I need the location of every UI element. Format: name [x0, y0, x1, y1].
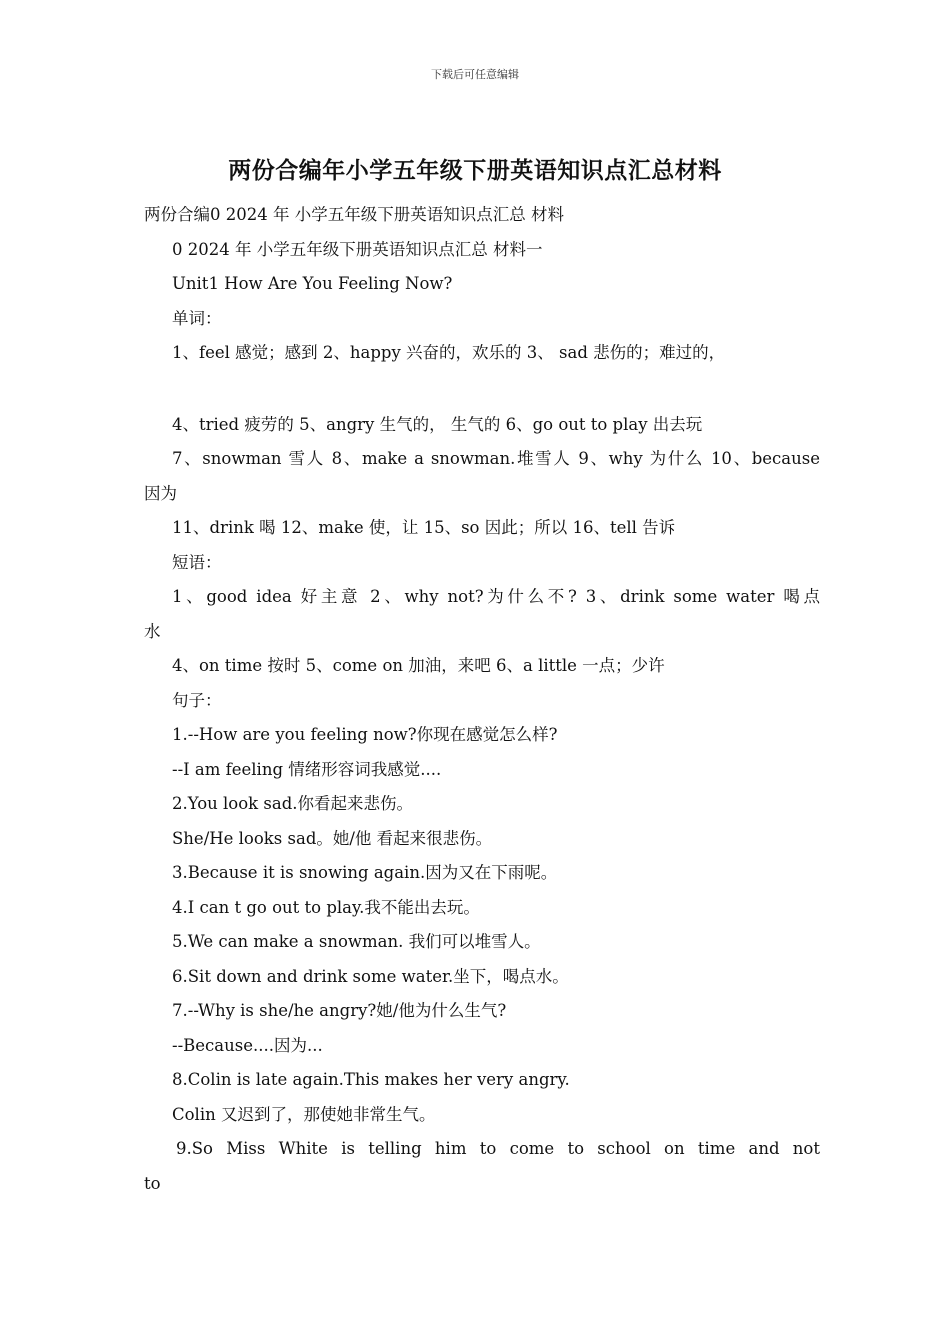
blank-gap: [144, 371, 820, 408]
unit-heading: Unit1 How Are You Feeling Now?: [172, 274, 453, 293]
phrase-line: 4、on time 按时 5、come on 加油，来吧 6、a little 一点；少许: [172, 656, 665, 675]
sentence-line: 6.Sit down and drink some water.坐下，喝点水。: [172, 966, 569, 986]
sentence-line: Colin 又迟到了，那使她非常生气。: [172, 1104, 436, 1124]
document-title: 两份合编年小学五年级下册英语知识点汇总材料: [228, 157, 722, 184]
document-body: [144, 198, 820, 1201]
sentence-line: --I am feeling 情绪形容词我感觉....: [172, 759, 442, 779]
sentence-line: 9.So Miss White is telling him to come to school on time and not: [176, 1139, 820, 1158]
sentence-line: She/He looks sad。她/他 看起来很悲伤。: [172, 828, 493, 848]
sentence-line: 5.We can make a snowman. 我们可以堆雪人。: [172, 932, 541, 951]
page-header-note: 下载后可任意编辑: [431, 68, 519, 81]
vocabulary-line: 11、drink 喝 12、make 使，让 15、so 因此；所以 16、tell 告诉: [172, 518, 676, 537]
sentence-line: 7.--Why is she/he angry?她/他为什么生气?: [172, 1001, 507, 1020]
vocabulary-line: 7、snowman 雪人 8、make a snowman.堆雪人 9、why 为什么 10、because: [172, 449, 820, 468]
sentence-line: 1.--How are you feeling now?你现在感觉怎么样?: [172, 725, 558, 744]
phrase-line: 1、good idea 好主意 2、why not?为什么不? 3、drink some water 喝点: [172, 587, 820, 606]
sentence-line-continued: to: [144, 1173, 161, 1193]
sentence-line: 2.You look sad.你看起来悲伤。: [172, 794, 414, 813]
sentence-line: --Because....因为...: [172, 1035, 323, 1055]
vocabulary-line-continued: 因为: [144, 483, 177, 503]
sentence-line: 4.I can t go out to play.我不能出去玩。: [172, 897, 480, 917]
vocabulary-line: 1、feel 感觉；感到 2、happy 兴奋的，欢乐的 3、 sad 悲伤的；难过的，: [172, 343, 726, 362]
section-label-sentences: 句子：: [172, 690, 222, 710]
sentence-line: 8.Colin is late again.This makes her very angry.: [172, 1070, 570, 1089]
sentence-line: 3.Because it is snowing again.因为又在下雨呢。: [172, 863, 558, 882]
vocabulary-line: 4、tried 疲劳的 5、angry 生气的， 生气的 6、go out to play 出去玩: [172, 414, 703, 434]
text-line: 0 2024 年 小学五年级下册英语知识点汇总 材料一: [172, 239, 543, 259]
phrase-line-continued: 水: [144, 621, 161, 641]
section-label-vocabulary: 单词：: [172, 308, 222, 328]
section-label-phrases: 短语：: [172, 552, 222, 572]
text-line: 两份合编0 2024 年 小学五年级下册英语知识点汇总 材料: [144, 205, 564, 224]
